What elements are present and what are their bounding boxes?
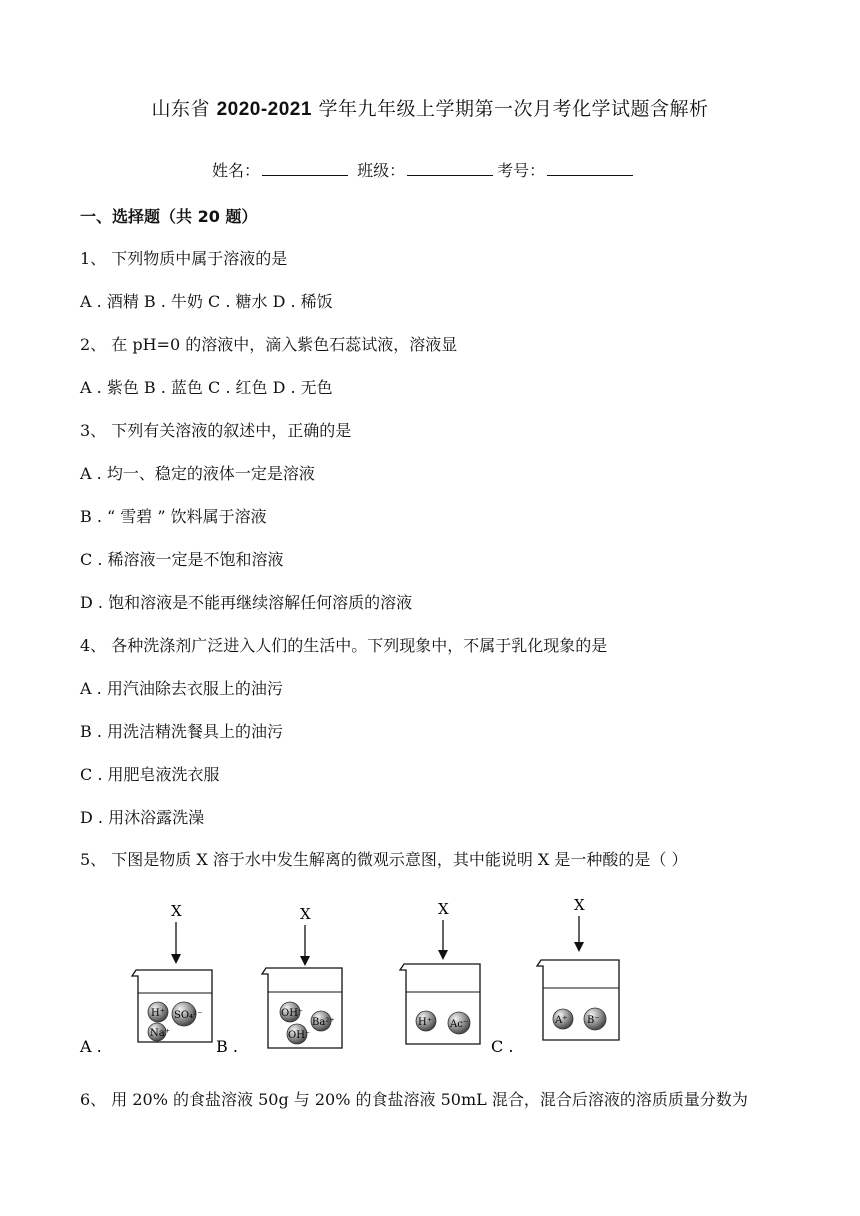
dissociation-figure [0, 890, 860, 1060]
arrow-head-c [438, 950, 448, 960]
x-label-d: X [574, 896, 585, 914]
question-4: 4、 各种洗涤剂广泛进入人们的生活中。下列现象中，不属于乳化现象的是 [80, 636, 608, 655]
question-3-option-c: C . 稀溶液一定是不饱和溶液 [80, 550, 284, 569]
page-title [0, 94, 860, 121]
question-4-option-c: C . 用肥皂液洗衣服 [80, 765, 220, 784]
question-3-option-d: D . 饱和溶液是不能再继续溶解任何溶质的溶液 [80, 593, 413, 612]
ion-c-1-label: H⁺ [418, 1017, 432, 1028]
question-3-option-b: B . “ 雪碧 ” 饮料属于溶液 [80, 507, 267, 526]
section-heading: 一、选择题（共 20 题） [80, 207, 258, 226]
question-5: 5、 下图是物质 X 溶于水中发生解离的微观示意图，其中能说明 X 是一种酸的是（ ） [80, 850, 688, 869]
question-2-options: A . 紫色 B . 蓝色 C . 红色 D . 无色 [80, 378, 333, 397]
beaker-body-d [537, 960, 619, 1040]
arrow-head-b [300, 956, 310, 966]
title-years: 2020-2021 [216, 99, 312, 120]
beaker-body-c [400, 964, 480, 1044]
question-1-options: A . 酒精 B . 牛奶 C . 糖水 D . 稀饭 [80, 292, 333, 311]
arrow-head-a [171, 954, 181, 964]
beaker-b [262, 905, 342, 1048]
name-label: 姓名： [212, 161, 261, 180]
student-info [212, 158, 637, 181]
x-label-a: X [171, 902, 182, 920]
x-label-c: X [438, 900, 449, 918]
ion-a-3-label: Na⁺ [150, 1028, 170, 1039]
option-a-label: A . [80, 1037, 102, 1056]
question-1: 1、 下列物质中属于溶液的是 [80, 249, 288, 268]
ion-a-1-label: H⁺ [151, 1008, 165, 1019]
ion-b-1-label: OH⁻ [281, 1008, 304, 1019]
question-3: 3、 下列有关溶液的叙述中，正确的是 [80, 421, 352, 440]
ion-b-2-label: Ba²⁺ [312, 1017, 335, 1028]
beaker-body-a [132, 970, 212, 1042]
name-blank [262, 161, 348, 176]
option-c-label: C . [491, 1037, 514, 1056]
question-4-option-a: A . 用汽油除去衣服上的油污 [80, 679, 283, 698]
ion-a-2-label: SO₄²⁻ [174, 1010, 203, 1021]
title-prefix: 山东省 [151, 98, 217, 120]
ion-c-2-label: Ac⁻ [450, 1019, 469, 1030]
question-2: 2、 在 pH=0 的溶液中，滴入紫色石蕊试液，溶液显 [80, 335, 458, 354]
x-label-b: X [300, 905, 311, 923]
arrow-head-d [574, 942, 584, 952]
beaker-c [400, 900, 480, 1044]
title-suffix: 学年九年级上学期第一次月考化学试题含解析 [311, 98, 709, 120]
question-3-option-a: A . 均一、稳定的液体一定是溶液 [80, 464, 315, 483]
class-label: 班级： [357, 161, 406, 180]
question-4-option-d: D . 用沐浴露洗澡 [80, 808, 205, 827]
question-6: 6、 用 20% 的食盐溶液 50g 与 20% 的食盐溶液 50mL 混合，混合后溶液的溶质质量分数为 [80, 1090, 748, 1109]
question-4-option-b: B . 用洗洁精洗餐具上的油污 [80, 722, 284, 741]
beaker-d [537, 896, 619, 1040]
beaker-a [132, 902, 212, 1042]
ion-d-2-label: B⁻ [587, 1015, 600, 1026]
ion-b-3-label: OH⁻ [288, 1030, 311, 1041]
class-blank [407, 161, 493, 176]
option-b-label: B . [216, 1037, 238, 1056]
ion-d-1-label: A⁺ [555, 1015, 568, 1026]
number-blank [547, 161, 633, 176]
number-label: 考号： [497, 161, 546, 180]
